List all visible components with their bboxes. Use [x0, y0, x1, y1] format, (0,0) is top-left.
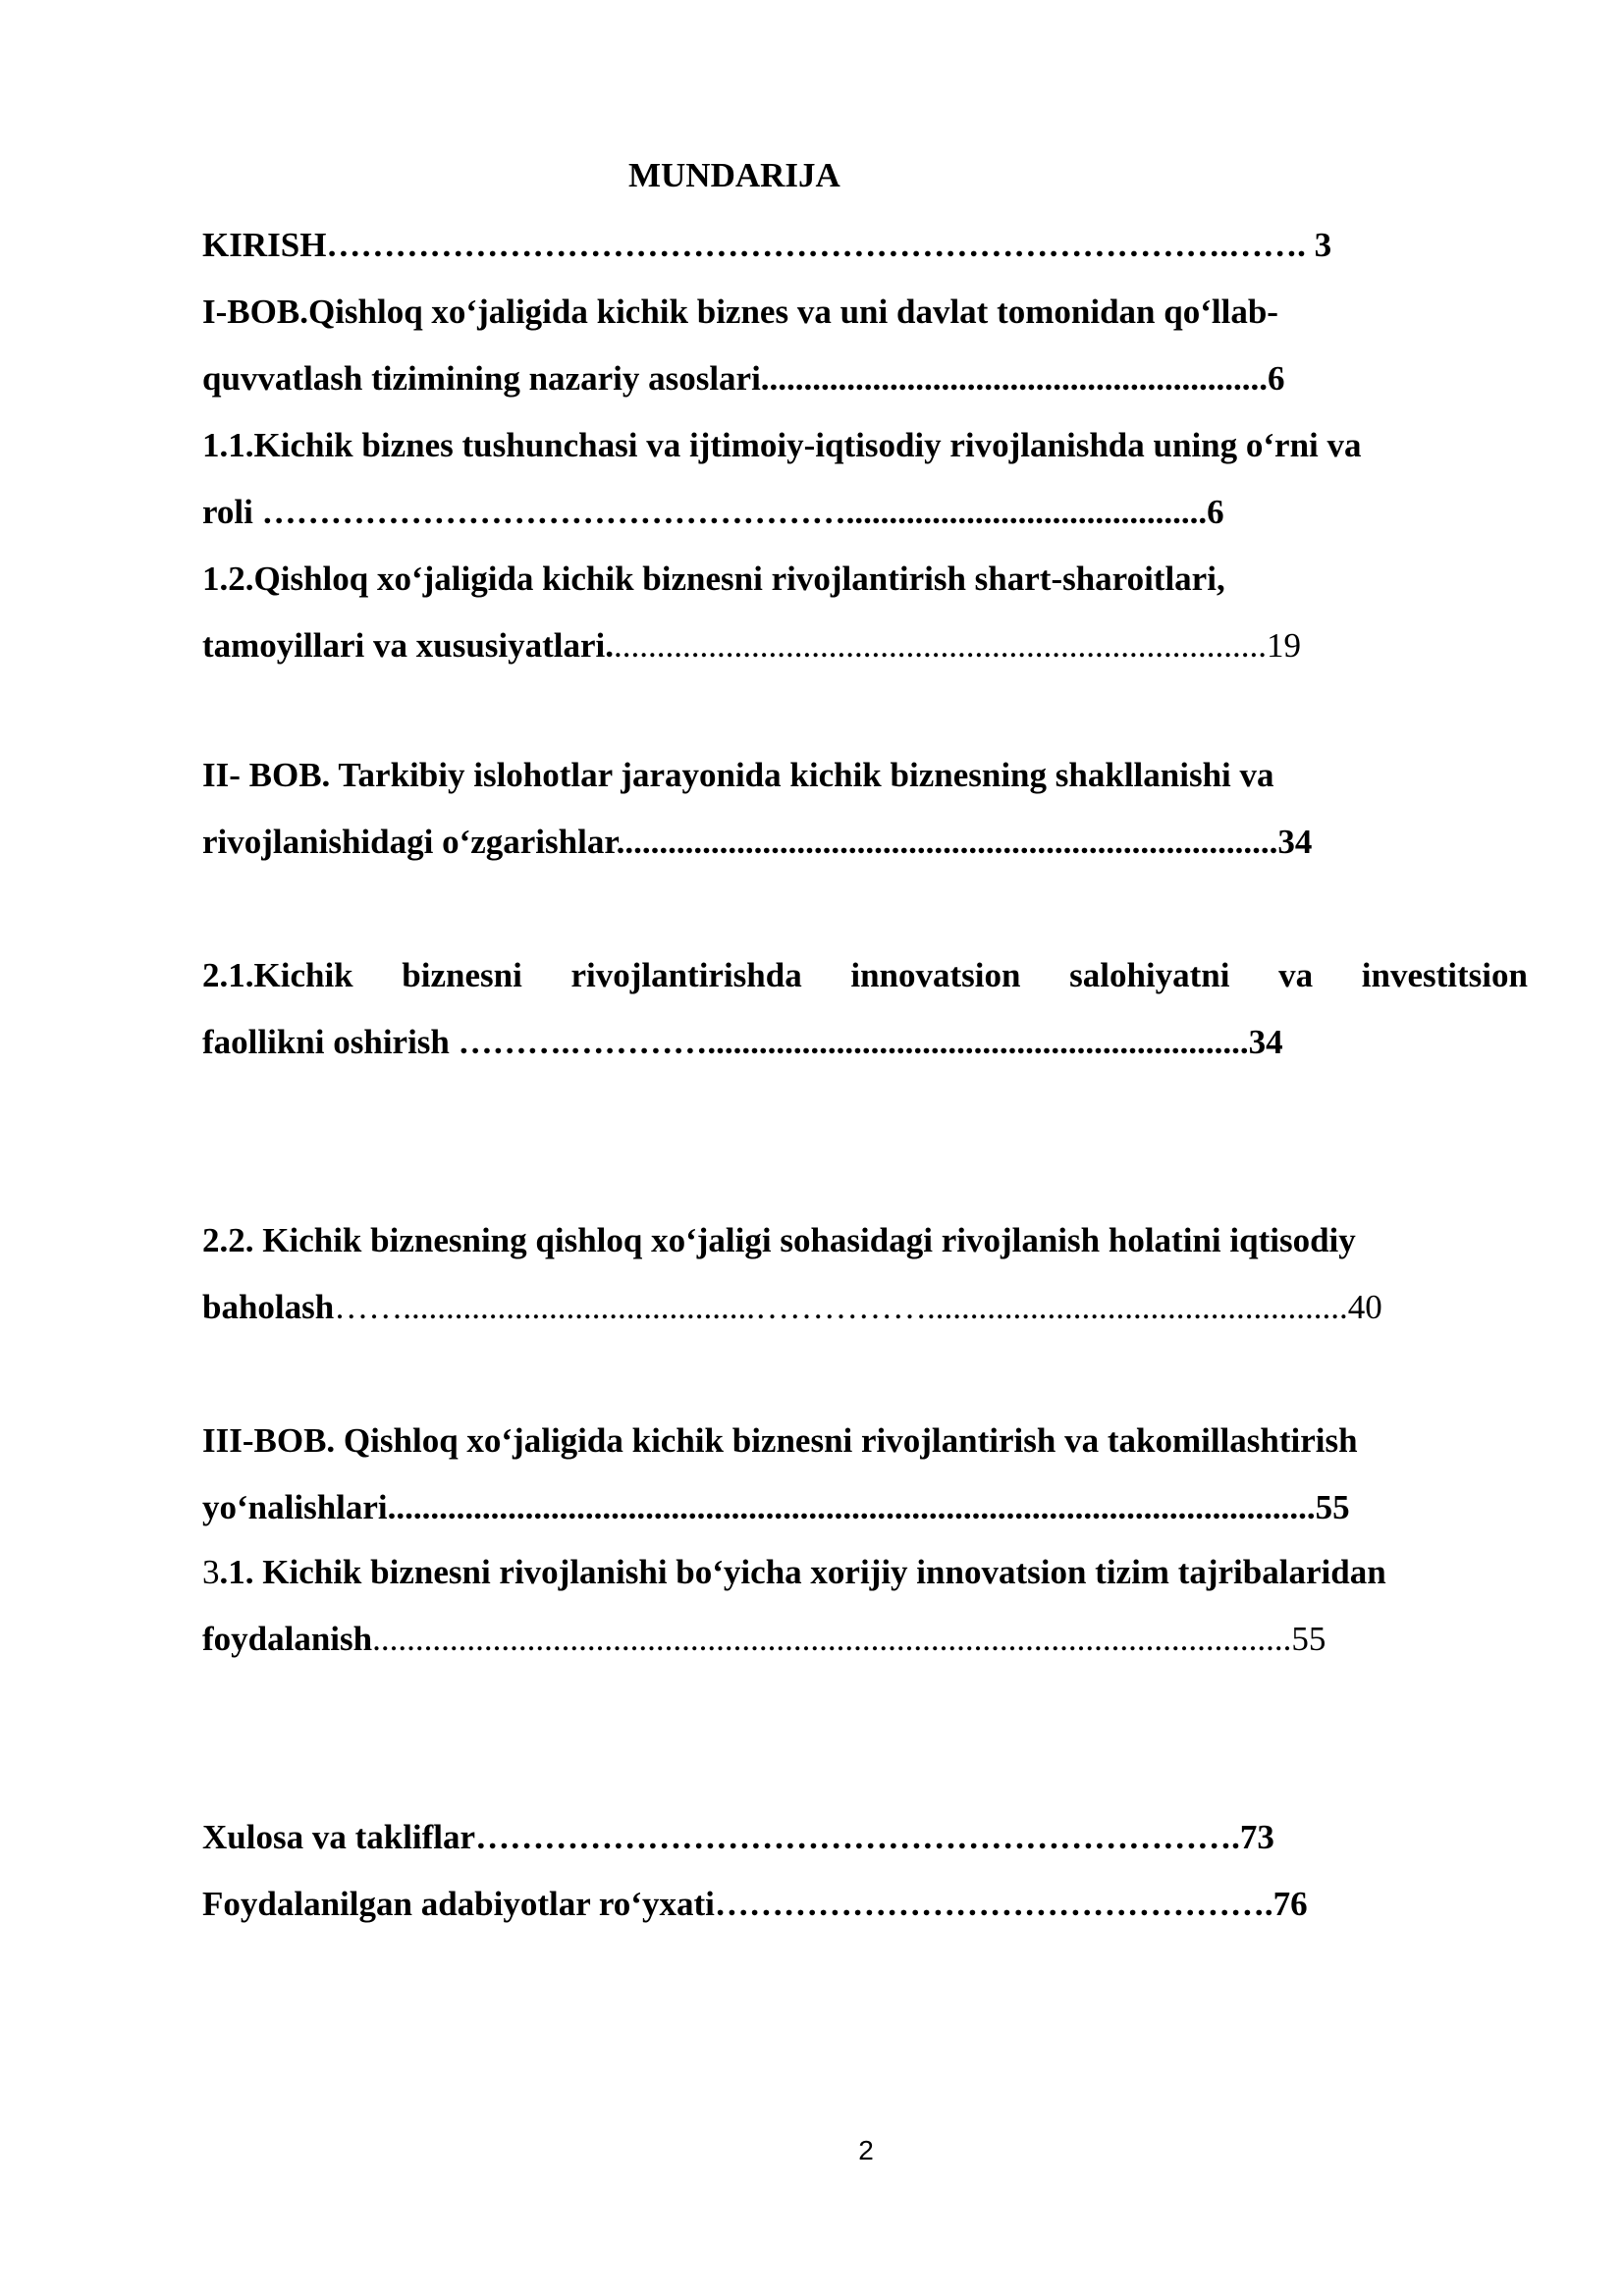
toc-entry-1-2-leader: ............................................................................19: [614, 626, 1302, 665]
toc-entry-xulosa: Xulosa va takliflar………………………………………………………….73: [202, 1818, 1274, 1856]
toc-entry-2-2-title: baholash: [202, 1288, 335, 1326]
toc-entry-3-1-number: 3: [202, 1553, 220, 1591]
toc-entry-3-1-title-end: foydalanish: [202, 1620, 373, 1658]
toc-word: 2.1.Kichik: [202, 956, 353, 994]
toc-word: biznesni: [402, 956, 522, 994]
toc-entry-2-2-leader: …….........................................…………….................................................40: [334, 1288, 1382, 1326]
toc-word: rivojlantirishda: [570, 956, 802, 994]
toc-entry-1-2-line2: [202, 624, 1301, 667]
toc-word: investitsion: [1361, 956, 1528, 994]
toc-entry-2-1-line1: [202, 954, 1528, 997]
toc-entry-bob1-line1: I-BOB.Qishloq xo‘jaligida kichik biznes va uni davlat tomonidan qo‘llab-: [202, 293, 1278, 331]
toc-entry-3-1-title: .1. Kichik biznesni rivojlanishi bo‘yicha xorijiy innovatsion tizim tajribalaridan: [219, 1553, 1386, 1591]
toc-entry-kirish: KIRISH…………………………………………………………………….……. 3: [202, 226, 1332, 264]
toc-entry-3-1-line1: [202, 1551, 1386, 1594]
toc-entry-1-2-title: tamoyillari va xususiyatlari.: [202, 626, 615, 665]
toc-word: salohiyatni: [1069, 956, 1230, 994]
toc-entry-bob2-line1: II- BOB. Tarkibiy islohotlar jarayonida kichik biznesning shakllanishi va: [202, 756, 1274, 794]
toc-entry-2-2-line1: 2.2. Kichik biznesning qishloq xo‘jaligi sohasidagi rivojlanish holatini iqtisodiy: [202, 1221, 1356, 1259]
page-title: MUNDARIJA: [628, 156, 840, 194]
toc-word: va: [1278, 956, 1314, 994]
toc-entry-bob2-line2: rivojlanishidagi o‘zgarishlar.............................................................................34: [202, 823, 1313, 861]
toc-entry-1-1-line1: 1.1.Kichik biznes tushunchasi va ijtimoiy-iqtisodiy rivojlanishda uning o‘rni va: [202, 426, 1362, 464]
toc-entry-2-2-line2: [202, 1286, 1382, 1329]
toc-entry-adabiyotlar: Foydalanilgan adabiyotlar ro‘yxati………………………………………….76: [202, 1885, 1308, 1923]
toc-entry-1-1-line2: roli ……………………………………………..........................................6: [202, 493, 1224, 531]
toc-entry-3-1-line2: [202, 1618, 1326, 1661]
toc-word: innovatsion: [850, 956, 1021, 994]
toc-entry-bob1-line2: quvvatlash tizimining nazariy asoslari...........................................................6: [202, 359, 1285, 398]
toc-entry-2-1-line2: faollikni oshirish ……….…………...............................................................34: [202, 1023, 1283, 1061]
toc-entry-1-2-line1: 1.2.Qishloq xo‘jaligida kichik biznesni rivojlantirish shart-sharoitlari,: [202, 560, 1225, 598]
toc-entry-bob3-line1: III-BOB. Qishloq xo‘jaligida kichik biznesni rivojlantirish va takomillashtirish: [202, 1421, 1358, 1460]
toc-entry-3-1-leader: ...........................................................................................................55: [372, 1620, 1326, 1658]
toc-entry-bob3-line2: yo‘nalishlari............................................................................................................55: [202, 1488, 1350, 1526]
page-number: 2: [858, 2135, 874, 2165]
